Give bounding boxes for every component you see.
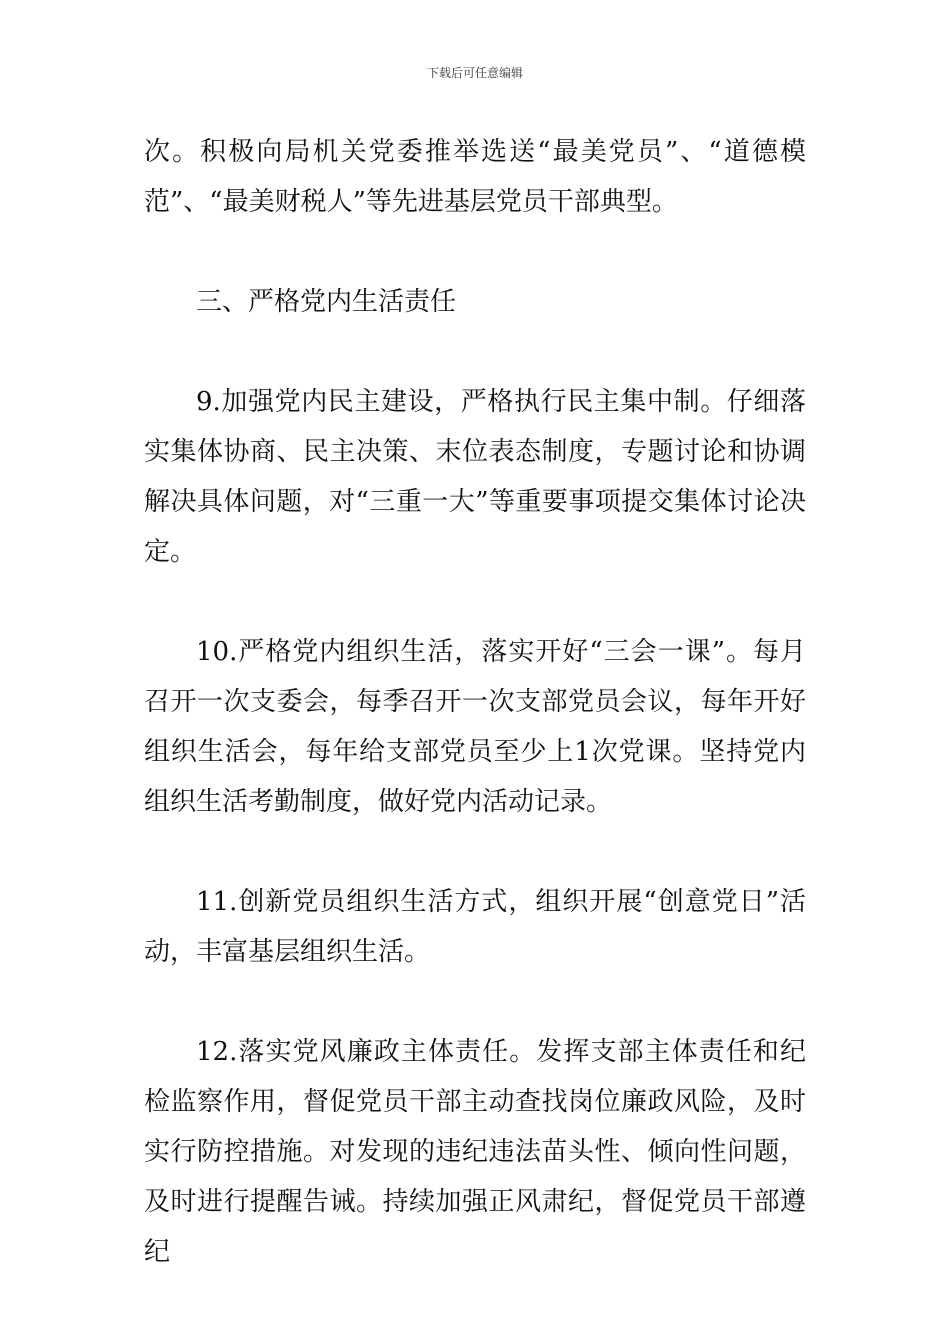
paragraph-item-12: 12.落实党风廉政主体责任。发挥支部主体责任和纪检监察作用，督促党员干部主动查找岗位廉政风险，及时实行防控措施。对发现的违纪违法苗头性、倾向性问题，及时进行提醒告诫。持续加强正风肃纪，督促党员干部遵纪 — [144, 1037, 806, 1267]
page-header-note: 下载后可任意编辑 — [426, 66, 523, 80]
paragraph-continuation: 次。积极向局机关党委推举选送“最美党员”、“道德模范”、“最美财税人”等先进基层党员干部典型。 — [144, 137, 806, 217]
document-body — [144, 127, 806, 1327]
paragraph-item-10: 10.严格党内组织生活，落实开好“三会一课”。每月召开一次支委会，每季召开一次支部党员会议，每年开好组织生活会，每年给支部党员至少上1次党课。坚持党内组织生活考勤制度，做好党内活动记录。 — [144, 637, 806, 817]
section-heading: 三、严格党内生活责任 — [196, 287, 457, 317]
paragraph-item-9: 9.加强党内民主建设，严格执行民主集中制。仔细落实集体协商、民主决策、末位表态制度，专题讨论和协调解决具体问题，对“三重一大”等重要事项提交集体讨论决定。 — [144, 387, 806, 567]
paragraph-item-11: 11.创新党员组织生活方式，组织开展“创意党日”活动，丰富基层组织生活。 — [144, 887, 806, 967]
